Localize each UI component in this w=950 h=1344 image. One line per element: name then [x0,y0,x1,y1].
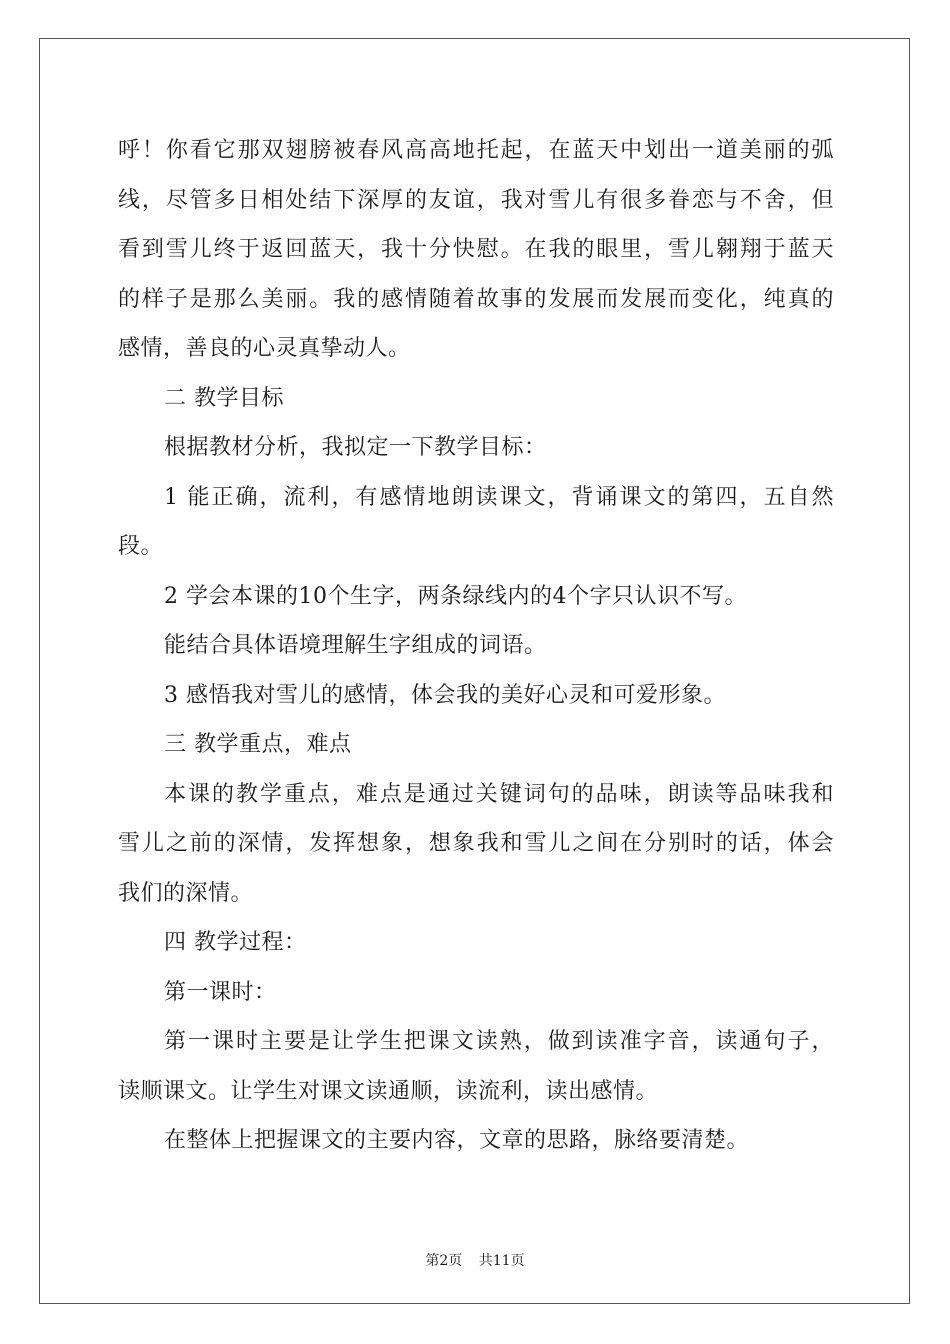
text-line: 2 学会本课的10个生字，两条绿线内的4个字只认识不写。 [164,583,747,609]
text-line: 3 感悟我对雪儿的感情，体会我的美好心灵和可爱形象。 [164,682,726,708]
paragraph [118,968,834,1018]
text-line: 雪儿之前的深情，发挥想象，想象我和雪儿之间在分别时的话，体会 [118,831,834,856]
text-line: 感情，善良的心灵真挚动人。 [118,336,411,361]
text-line: 第一课时主要是让学生把课文读熟，做到读准字音，读通句子， [164,1029,834,1054]
section-heading [118,918,834,968]
text-line: 看到雪儿终于返回蓝天，我十分快慰。在我的眼里，雪儿翱翔于蓝天 [118,237,834,262]
page-number: 第2页 [425,1253,463,1269]
paragraph [118,423,834,473]
text-line: 根据教材分析，我拟定一下教学目标： [164,435,547,460]
text-line: 1 能正确，流利，有感情地朗读课文，背诵课文的第四，五自然 [164,484,834,510]
text-line: 三 教学重点，难点 [164,732,352,757]
paragraph [118,572,834,622]
section-heading [118,374,834,424]
paragraph [118,473,834,572]
document-body [118,126,834,1166]
page-total: 共11页 [478,1253,525,1269]
section-heading [118,720,834,770]
paragraph [118,621,834,671]
page-footer [0,1250,950,1270]
text-line: 在整体上把握课文的主要内容，文章的思路，脉络要清楚。 [164,1128,750,1153]
text-line: 能结合具体语境理解生字组成的词语。 [164,633,547,658]
paragraph [118,1017,834,1116]
paragraph [118,126,834,374]
text-line: 读顺课文。让学生对课文读通顺，读流利，读出感情。 [118,1078,659,1104]
text-line: 线，尽管多日相处结下深厚的友谊，我对雪儿有很多眷恋与不舍，但 [118,187,834,213]
text-line: 呼！你看它那双翅膀被春风高高地托起，在蓝天中划出一道美丽的弧 [118,138,834,163]
paragraph [118,770,834,919]
text-line: 段。 [118,534,164,559]
text-line: 的样子是那么美丽。我的感情随着故事的发展而发展而变化，纯真的 [118,286,834,312]
paragraph [118,671,834,721]
paragraph [118,1116,834,1166]
text-line: 我们的深情。 [118,880,254,906]
text-line: 四 教学过程： [164,930,307,955]
text-line: 第一课时： [164,979,277,1005]
text-line: 本课的教学重点，难点是通过关键词句的品味，朗读等品味我和 [164,781,834,807]
text-line: 二 教学目标 [164,385,284,411]
